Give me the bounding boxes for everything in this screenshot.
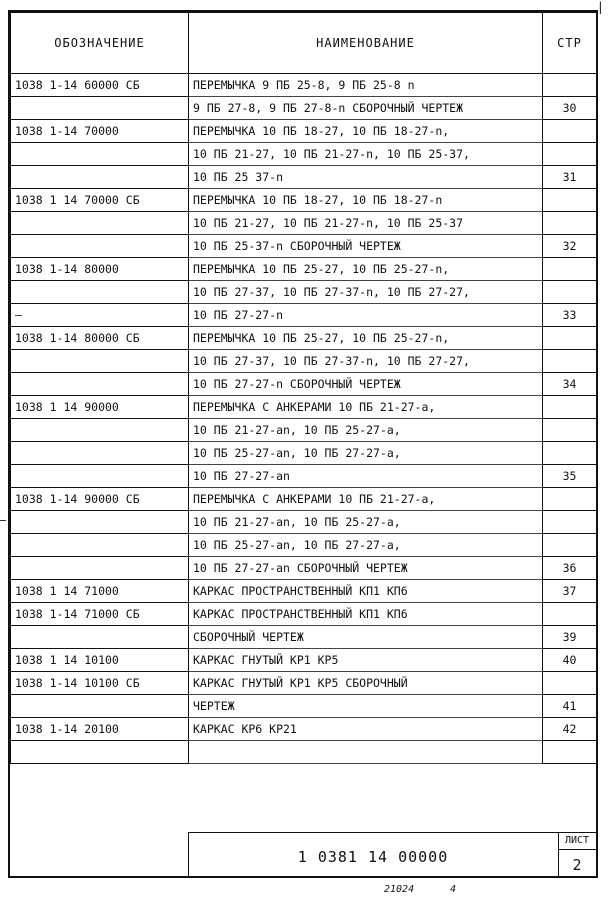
table-row xyxy=(11,672,597,695)
row-name: ПЕРЕМЫЧКА С АНКЕРАМИ 10 ПБ 21-27-a, xyxy=(189,488,543,511)
row-code: 1038 1-14 80000 СБ xyxy=(11,327,189,350)
row-name: ПЕРЕМЫЧКА 10 ПБ 25-27, 10 ПБ 25-27-n, xyxy=(189,258,543,281)
row-name: 10 ПБ 25-27-an, 10 ПБ 27-27-a, xyxy=(189,442,543,465)
row-code xyxy=(11,97,189,120)
title-block xyxy=(10,835,596,878)
row-code xyxy=(11,235,189,258)
table-row xyxy=(11,626,597,649)
row-code xyxy=(11,442,189,465)
row-code xyxy=(11,465,189,488)
row-code: 1038 1 14 70000 СБ xyxy=(11,189,189,212)
row-name: 10 ПБ 21-27, 10 ПБ 21-27-n, 10 ПБ 25-37 xyxy=(189,212,543,235)
row-name: 9 ПБ 27-8, 9 ПБ 27-8-n СБОРОЧНЫЙ ЧЕРТЕЖ xyxy=(189,97,543,120)
row-code xyxy=(11,557,189,580)
row-page: 39 xyxy=(543,626,597,649)
table-row xyxy=(11,534,597,557)
table-header-row xyxy=(11,13,597,74)
row-code xyxy=(11,281,189,304)
row-name: 10 ПБ 25-37-n СБОРОЧНЫЙ ЧЕРТЕЖ xyxy=(189,235,543,258)
table-row xyxy=(11,396,597,419)
row-page: 33 xyxy=(543,304,597,327)
table-row xyxy=(11,189,597,212)
document-sheet xyxy=(8,10,598,878)
row-code: 1038 1-14 80000 xyxy=(11,258,189,281)
row-code xyxy=(11,626,189,649)
row-code xyxy=(11,373,189,396)
row-page xyxy=(543,419,597,442)
row-name: КАРКАС КР6 КР21 xyxy=(189,718,543,741)
table-row xyxy=(11,350,597,373)
row-page xyxy=(543,258,597,281)
row-page xyxy=(543,488,597,511)
row-name: ПЕРЕМЫЧКА С АНКЕРАМИ 10 ПБ 21-27-a, xyxy=(189,396,543,419)
row-page xyxy=(543,74,597,97)
table-row xyxy=(11,488,597,511)
row-page xyxy=(543,212,597,235)
header-page: СТР xyxy=(543,13,597,74)
row-name: 10 ПБ 25-27-an, 10 ПБ 27-27-a, xyxy=(189,534,543,557)
table-row xyxy=(11,143,597,166)
row-name: ПЕРЕМЫЧКА 10 ПБ 18-27, 10 ПБ 18-27-n xyxy=(189,189,543,212)
table-row xyxy=(11,304,597,327)
row-page: 31 xyxy=(543,166,597,189)
bottom-notes xyxy=(0,884,610,902)
row-name: СБОРОЧНЫЙ ЧЕРТЕЖ xyxy=(189,626,543,649)
row-page xyxy=(543,120,597,143)
row-page xyxy=(543,442,597,465)
row-page: 37 xyxy=(543,580,597,603)
row-page xyxy=(543,511,597,534)
row-page: 41 xyxy=(543,695,597,718)
row-code xyxy=(11,143,189,166)
row-code: 1038 1-14 60000 СБ xyxy=(11,74,189,97)
table-row xyxy=(11,419,597,442)
table-row xyxy=(11,580,597,603)
table-row xyxy=(11,695,597,718)
corner-tick-mark: | xyxy=(596,0,604,14)
row-page xyxy=(543,603,597,626)
table-row xyxy=(11,212,597,235)
row-code: 1038 1-14 71000 СБ xyxy=(11,603,189,626)
row-name: 10 ПБ 21-27, 10 ПБ 21-27-n, 10 ПБ 25-37, xyxy=(189,143,543,166)
table-row xyxy=(11,74,597,97)
row-page: 42 xyxy=(543,718,597,741)
row-name: ЧЕРТЕЖ xyxy=(189,695,543,718)
row-name: 10 ПБ 27-27-n СБОРОЧНЫЙ ЧЕРТЕЖ xyxy=(189,373,543,396)
row-page xyxy=(543,189,597,212)
document-code: 1 0381 14 00000 xyxy=(188,832,559,878)
table-row xyxy=(11,741,597,764)
row-code xyxy=(11,419,189,442)
row-code: – xyxy=(11,304,189,327)
row-name: КАРКАС ГНУТЫЙ КР1 КР5 xyxy=(189,649,543,672)
row-code xyxy=(11,166,189,189)
left-margin-mark xyxy=(0,520,6,521)
table-row xyxy=(11,235,597,258)
table-row xyxy=(11,373,597,396)
row-name: 10 ПБ 27-27-an СБОРОЧНЫЙ ЧЕРТЕЖ xyxy=(189,557,543,580)
row-code: 1038 1-14 90000 СБ xyxy=(11,488,189,511)
row-code xyxy=(11,511,189,534)
row-name: 10 ПБ 27-37, 10 ПБ 27-37-n, 10 ПБ 27-27, xyxy=(189,350,543,373)
row-name: КАРКАС ГНУТЫЙ КР1 КР5 СБОРОЧНЫЙ xyxy=(189,672,543,695)
row-page: 34 xyxy=(543,373,597,396)
row-name: 10 ПБ 27-27-n xyxy=(189,304,543,327)
row-page: 32 xyxy=(543,235,597,258)
row-code: 1038 1 14 71000 xyxy=(11,580,189,603)
sheet-number: 2 xyxy=(572,856,582,874)
table-row xyxy=(11,166,597,189)
row-code xyxy=(11,741,189,764)
sheet-box xyxy=(558,832,596,878)
row-name: 10 ПБ 21-27-an, 10 ПБ 25-27-a, xyxy=(189,419,543,442)
row-name: ПЕРЕМЫЧКА 10 ПБ 25-27, 10 ПБ 25-27-n, xyxy=(189,327,543,350)
row-page xyxy=(543,672,597,695)
table-row xyxy=(11,511,597,534)
title-block-blank xyxy=(10,832,189,878)
row-code: 1038 1 14 90000 xyxy=(11,396,189,419)
table-row xyxy=(11,465,597,488)
row-name: КАРКАС ПРОСТРАНСТВЕННЫЙ КП1 КП6 xyxy=(189,580,543,603)
row-page xyxy=(543,396,597,419)
table-row xyxy=(11,442,597,465)
row-name: 10 ПБ 21-27-an, 10 ПБ 25-27-a, xyxy=(189,511,543,534)
row-code xyxy=(11,695,189,718)
table-row xyxy=(11,718,597,741)
row-code: 1038 1 14 10100 xyxy=(11,649,189,672)
row-name: КАРКАС ПРОСТРАНСТВЕННЫЙ КП1 КП6 xyxy=(189,603,543,626)
row-code xyxy=(11,212,189,235)
table-row xyxy=(11,649,597,672)
table-row xyxy=(11,120,597,143)
row-page: 30 xyxy=(543,97,597,120)
row-page xyxy=(543,350,597,373)
sheet-label: ЛИСТ xyxy=(558,833,596,850)
row-page xyxy=(543,327,597,350)
row-code xyxy=(11,350,189,373)
row-code: 1038 1-14 10100 СБ xyxy=(11,672,189,695)
table-row xyxy=(11,258,597,281)
row-page xyxy=(543,281,597,304)
row-code xyxy=(11,534,189,557)
table-row xyxy=(11,327,597,350)
row-name: 10 ПБ 27-27-an xyxy=(189,465,543,488)
table-row xyxy=(11,603,597,626)
row-page xyxy=(543,143,597,166)
row-page: 36 xyxy=(543,557,597,580)
row-code: 1038 1-14 20100 xyxy=(11,718,189,741)
stamp-mark: 4 xyxy=(450,884,457,895)
table-row xyxy=(11,97,597,120)
row-name: 10 ПБ 25 37-n xyxy=(189,166,543,189)
header-name: НАИМЕНОВАНИЕ xyxy=(189,13,543,74)
row-name xyxy=(189,741,543,764)
row-name: ПЕРЕМЫЧКА 9 ПБ 25-8, 9 ПБ 25-8 n xyxy=(189,74,543,97)
row-page xyxy=(543,534,597,557)
row-page xyxy=(543,741,597,764)
row-name: ПЕРЕМЫЧКА 10 ПБ 18-27, 10 ПБ 18-27-n, xyxy=(189,120,543,143)
row-code: 1038 1-14 70000 xyxy=(11,120,189,143)
table-body xyxy=(11,74,597,764)
row-name: 10 ПБ 27-37, 10 ПБ 27-37-n, 10 ПБ 27-27, xyxy=(189,281,543,304)
table-row xyxy=(11,557,597,580)
header-designation: ОБОЗНАЧЕНИЕ xyxy=(11,13,189,74)
stamp-number: 21024 xyxy=(384,884,415,895)
table-row xyxy=(11,281,597,304)
row-page: 40 xyxy=(543,649,597,672)
row-page: 35 xyxy=(543,465,597,488)
contents-table xyxy=(10,12,597,764)
